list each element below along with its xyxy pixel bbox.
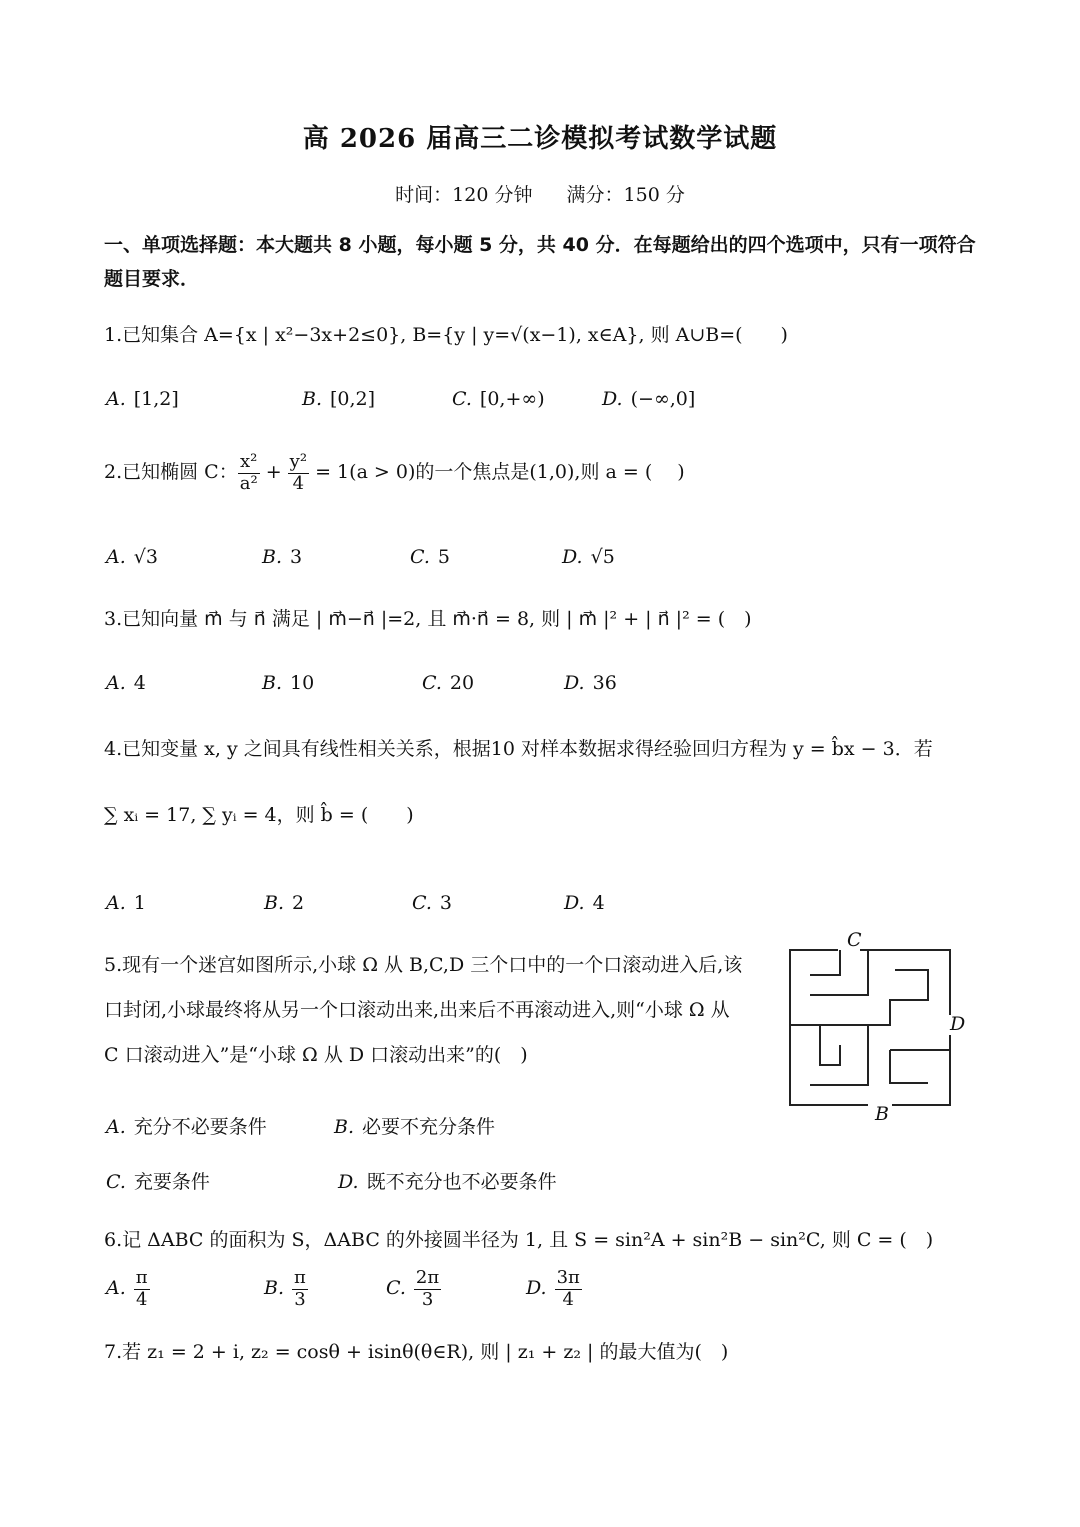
option-c — [422, 672, 474, 694]
option-letter: A. — [106, 672, 126, 694]
option-text: 20 — [449, 672, 475, 694]
question-5-options-row2 — [106, 1167, 926, 1199]
option-letter: B. — [334, 1116, 355, 1138]
option-text: 36 — [592, 672, 617, 694]
option-a — [106, 1268, 150, 1310]
option-text: √3 — [133, 546, 158, 568]
stem-text: = 1(a > 0)的一个焦点是(1,0),则 a = ( ) — [309, 461, 685, 484]
maze-label-c: C — [847, 929, 862, 951]
option-letter: A. — [106, 388, 126, 410]
option-letter: A. — [106, 1116, 126, 1138]
option-letter: D. — [602, 388, 623, 410]
option-letter: A. — [106, 892, 126, 914]
question-7-stem: 7.若 z₁ = 2 + i, z₂ = cosθ + isinθ(θ∈R), 则 | z₁ + z₂ | 的最大值为( ) — [104, 1341, 729, 1363]
option-letter: B. — [264, 1277, 285, 1300]
denominator: 4 — [135, 1288, 148, 1310]
option-letter: D. — [564, 672, 585, 694]
numerator: x² — [238, 452, 260, 474]
plus-sign: + — [259, 461, 288, 484]
option-c — [452, 388, 545, 410]
option-text: [0,+∞) — [479, 388, 545, 410]
option-text: 4 — [133, 672, 146, 694]
question-4-options — [106, 892, 926, 924]
option-letter: C. — [422, 672, 442, 694]
option-letter: D. — [562, 546, 583, 568]
option-letter: B. — [262, 546, 283, 568]
option-a — [106, 892, 146, 914]
question-4-stem-line1: 4.已知变量 x, y 之间具有线性相关关系，根据10 对样本数据求得经验回归方程为 y = b̂x − 3．若 — [104, 738, 933, 760]
fraction — [555, 1268, 582, 1310]
fraction — [292, 1268, 308, 1310]
option-letter: C. — [410, 546, 430, 568]
question-5-stem-line3: C 口滚动进入”是“小球 Ω 从 D 口滚动出来”的( ) — [104, 1044, 528, 1066]
numerator: y² — [289, 451, 308, 472]
question-5-stem-line1: 5.现有一个迷宫如图所示,小球 Ω 从 B,C,D 三个口中的一个口滚动进入后,该 — [104, 954, 743, 976]
option-b — [302, 388, 375, 410]
option-letter: B. — [302, 388, 323, 410]
stem-text: 2.已知椭圆 C： — [104, 461, 238, 484]
maze-label-d: D — [950, 1013, 966, 1035]
option-b — [262, 546, 302, 568]
question-3-stem: 3.已知向量 m⃗ 与 n⃗ 满足 | m⃗−n⃗ |=2, 且 m⃗·n⃗ = 8, 则 | m⃗ |² + | n⃗ |² = ( ) — [104, 608, 752, 630]
option-b — [264, 892, 304, 914]
full-score: 满分：150 分 — [566, 184, 685, 206]
denominator: 4 — [292, 472, 305, 494]
question-4-stem-line2: ∑ xᵢ = 17, ∑ yᵢ = 4，则 b̂ = ( ) — [104, 804, 414, 826]
question-5-options-row1 — [106, 1112, 926, 1144]
option-letter: C. — [412, 892, 432, 914]
numerator: π — [294, 1267, 306, 1288]
option-text: [0,2] — [330, 388, 376, 410]
option-letter: A. — [106, 1277, 126, 1300]
option-d — [562, 546, 615, 568]
option-b — [334, 1112, 495, 1139]
exam-subtitle — [0, 180, 1080, 207]
option-a — [106, 672, 146, 694]
option-letter: B. — [264, 892, 285, 914]
option-a — [106, 1112, 267, 1139]
option-text: 充要条件 — [133, 1171, 210, 1193]
option-text: 2 — [292, 892, 305, 914]
option-letter: D. — [564, 892, 585, 914]
question-6-stem: 6.记 ΔABC 的面积为 S，ΔABC 的外接圆半径为 1, 且 S = sin²A + sin²B − sin²C, 则 C = ( ) — [104, 1229, 934, 1251]
question-1-options — [106, 388, 926, 420]
option-c — [386, 1268, 441, 1310]
denominator: 4 — [562, 1288, 574, 1310]
option-text: 必要不充分条件 — [362, 1116, 496, 1138]
option-letter: D. — [526, 1277, 547, 1300]
option-c — [412, 892, 452, 914]
option-a — [106, 546, 158, 568]
question-6-options — [106, 1268, 926, 1324]
option-letter: B. — [262, 672, 283, 694]
denominator: 3 — [294, 1288, 306, 1310]
option-d — [564, 892, 605, 914]
option-d — [564, 672, 617, 694]
option-c — [106, 1167, 210, 1194]
question-2-stem — [104, 452, 685, 494]
denominator: 3 — [421, 1288, 434, 1310]
exam-title: 高 2026 届高三二诊模拟考试数学试题 — [302, 124, 778, 154]
fraction — [238, 452, 260, 494]
option-text: [1,2] — [133, 388, 179, 410]
denominator: a² — [239, 472, 258, 494]
option-d — [526, 1268, 582, 1310]
option-letter: C. — [386, 1277, 406, 1300]
option-text: (−∞,0] — [630, 388, 696, 410]
question-3-options — [106, 672, 926, 704]
option-text: 10 — [290, 672, 315, 694]
option-letter: A. — [106, 546, 126, 568]
option-b — [262, 672, 314, 694]
question-5-stem-line2: 口封闭,小球最终将从另一个口滚动出来,出来后不再滚动进入,则“小球 Ω 从 — [104, 999, 730, 1021]
option-b — [264, 1268, 308, 1310]
option-text: 既不充分也不必要条件 — [366, 1171, 557, 1193]
numerator: π — [135, 1267, 148, 1288]
option-a — [106, 388, 179, 410]
fraction — [134, 1268, 150, 1310]
question-2-options — [106, 546, 926, 578]
time-limit: 时间：120 分钟 — [395, 184, 533, 206]
fraction — [288, 452, 309, 494]
section-heading: 一、单项选择题：本大题共 8 小题，每小题 5 分，共 40 分．在每题给出的四个选项中，只有一项符合题目要求． — [104, 234, 976, 290]
option-text: 4 — [592, 892, 605, 914]
option-text: 3 — [290, 546, 303, 568]
option-c — [410, 546, 450, 568]
option-text: √5 — [590, 546, 615, 568]
option-d — [338, 1167, 557, 1194]
option-text: 3 — [439, 892, 452, 914]
question-1-stem: 1.已知集合 A={x | x²−3x+2≤0}, B={y | y=√(x−1), x∈A}, 则 A∪B=( ) — [104, 324, 788, 346]
maze-figure — [780, 925, 980, 1130]
option-text: 充分不必要条件 — [133, 1116, 267, 1138]
fraction — [414, 1268, 441, 1310]
option-letter: C. — [106, 1171, 126, 1193]
numerator: 2π — [415, 1267, 440, 1288]
option-text: 1 — [133, 892, 146, 914]
option-letter: C. — [452, 388, 472, 410]
numerator: 3π — [556, 1267, 580, 1288]
option-text: 5 — [437, 546, 450, 568]
option-d — [602, 388, 695, 410]
maze-label-b: B — [875, 1103, 889, 1125]
option-letter: D. — [338, 1171, 359, 1193]
